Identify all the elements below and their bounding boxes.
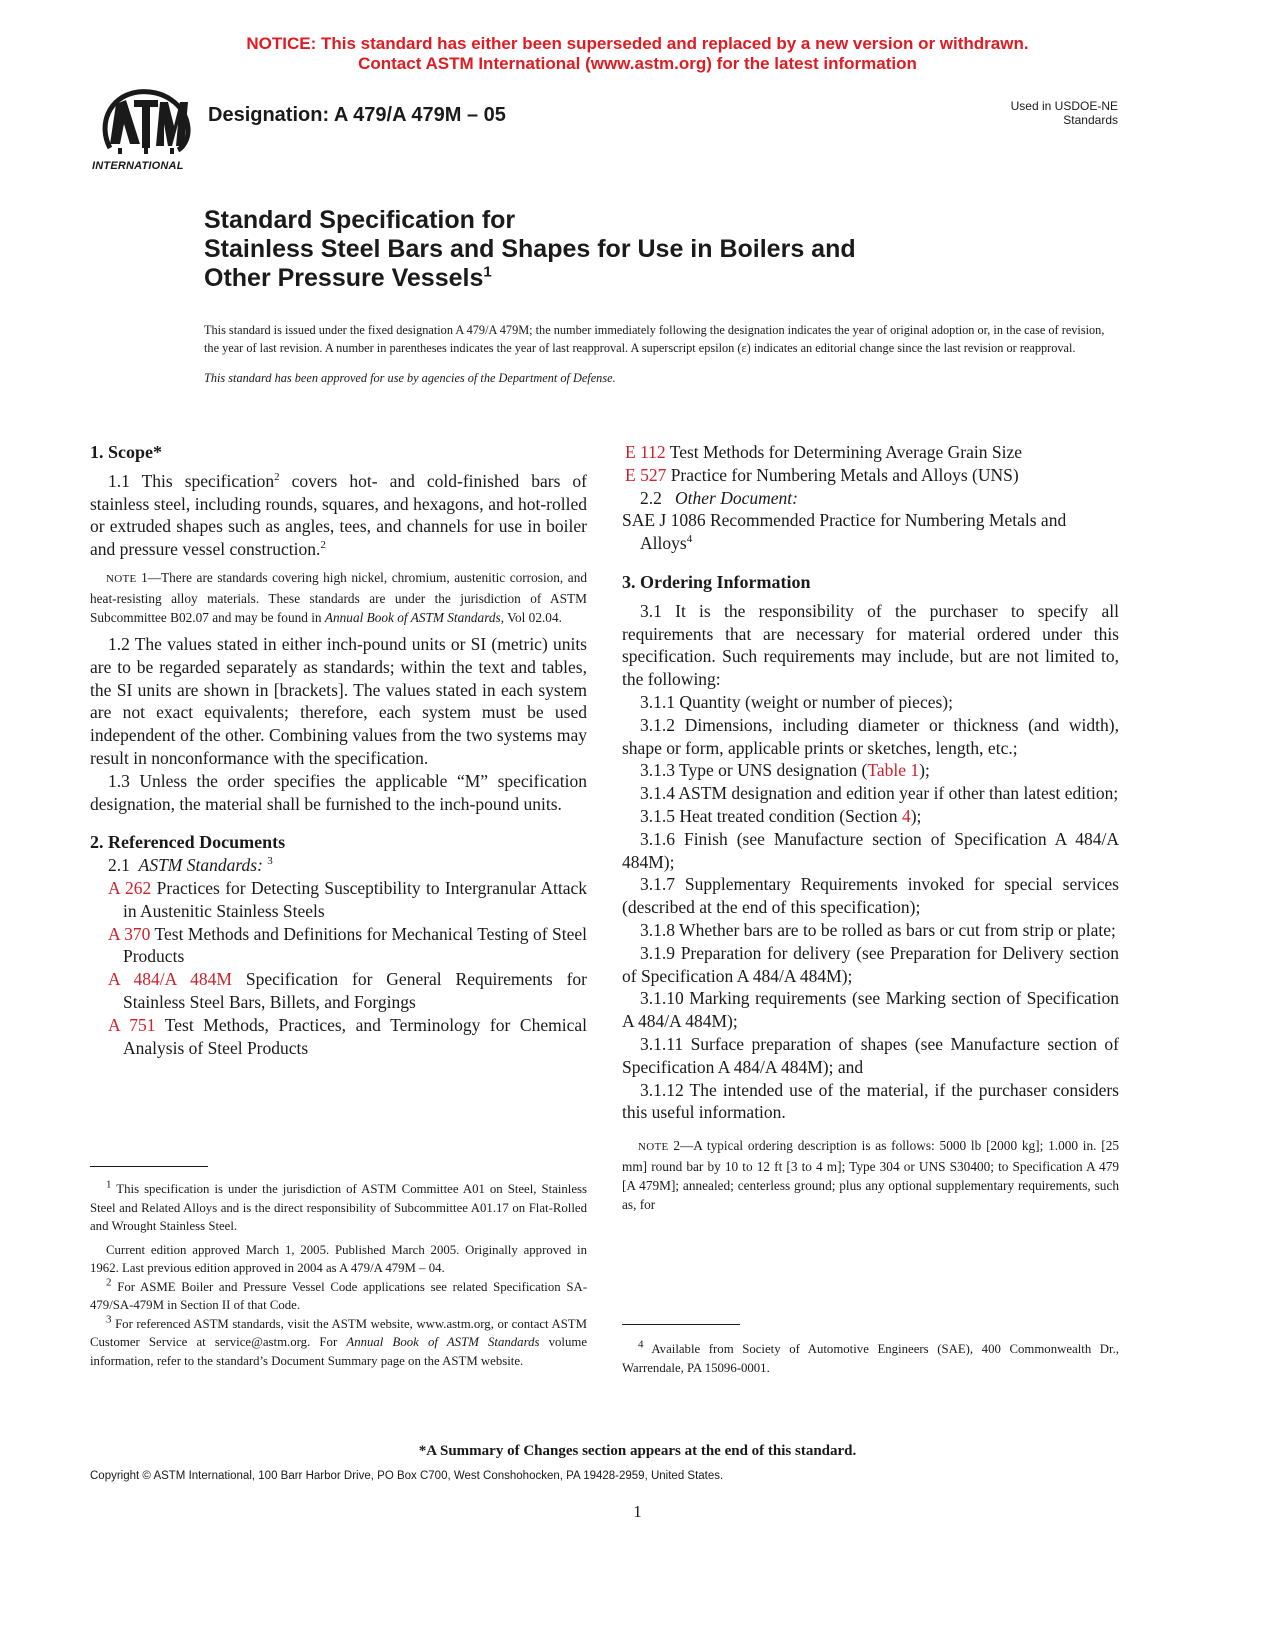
footnote-4-text: Available from Society of Automotive Engineers (SAE), 400 Commonwealth Dr., Warrendale, PA 15096-0001. [622,1342,1119,1375]
note-1-label: NOTE [106,572,137,585]
footnote-3-mark: 3 [106,1313,112,1326]
notice-line-1: NOTICE: This standard has either been superseded and replaced by a new version or withdrawn. [246,34,1029,53]
section-3-heading: 3. Ordering Information [622,571,811,592]
section-2-heading: 2. Referenced Documents [90,832,286,853]
item-3-1-6: 3.1.6 Finish (see Manufacture section of Specification A 484/A 484M); [622,828,1119,872]
document-title [204,206,856,293]
item-3-1-10: 3.1.10 Marking requirements (see Marking section of Specification A 484/A 484M); [622,988,1119,1032]
ref-item-a751 [90,1014,587,1060]
ref-code-a484[interactable]: A 484/A 484M [108,969,232,990]
section-1-3: 1.3 Unless the order specifies the applicable “M” specification designation, the material shall be furnished to the inch-pound units. [90,770,587,814]
ref-code-a262[interactable]: A 262 [108,877,152,898]
notice-line-2: Contact ASTM International (www.astm.org) for the latest information [358,54,917,73]
left-footnotes [90,1180,587,1370]
note-1-italic: Annual Book of ASTM Standards [324,609,501,625]
ref-code-a751[interactable]: A 751 [108,1014,156,1035]
footnote-rule-right [622,1324,740,1325]
item-3-1-1: 3.1.1 Quantity (weight or number of pieces); [640,691,953,712]
title-line-2: Stainless Steel Bars and Shapes for Use in Boilers and [204,235,856,263]
footnote-3-text-b: volume information, refer to the standard’s Document Summary page on the ASTM website. [90,1335,588,1368]
section-2-2 [622,487,1119,510]
section-1-2: 1.2 The values stated in either inch-pound units or SI (metric) units are to be regarded separately as standards; within the text and tables, the SI units are shown in [brackets]. The values stated in each system are not exact equivalents; therefore, each system must be used independent of the other. Combining values from the two systems may result in nonconformance with the specification. [90,633,587,768]
footnote-mark-3: 3 [267,855,273,868]
item-3-1-8: 3.1.8 Whether bars are to be rolled as bars or cut from strip or plate; [640,919,1116,940]
footnote-mark-4: 4 [686,533,693,546]
item-3-1-5-text-a: 3.1.5 Heat treated condition (Section [640,805,902,826]
footnote-rule-left [90,1166,208,1167]
title-line-1: Standard Specification for [204,206,516,234]
section-1-heading: 1. Scope* [90,442,162,462]
section-3-1: 3.1 It is the responsibility of the purchaser to specify all requirements that are necessary for material ordered under this specification. Such requirements may include, but are not limited to, the following: [622,600,1119,690]
footnote-3-italic: Annual Book of ASTM Standards [346,1335,540,1349]
footnote-mark-2: 2 [274,470,280,483]
item-3-1-3 [622,759,1119,782]
footnote-2 [90,1278,587,1315]
designation: Designation: A 479/A 479M – 05 [208,104,506,126]
item-3-1-5-text-b: ); [910,805,922,826]
ref-code-e527[interactable]: E 527 [625,464,667,485]
section-2-1-label: ASTM Standards: [138,855,263,876]
ref-text-e112: Test Methods for Determining Average Grain Size [669,442,1022,462]
approval-statement: This standard has been approved for use by agencies of the Department of Defense. [204,371,616,385]
ref-code-a370[interactable]: A 370 [108,923,151,944]
footnote-3 [90,1315,587,1371]
footnote-2-mark: 2 [106,1276,112,1289]
ref-text-a484: Specification for General Requirements for Stainless Steel Bars, Billets, and Forgings [123,969,587,1012]
title-line-3 [204,264,856,293]
item-3-1-2: 3.1.2 Dimensions, including diameter or thickness (and width), shape or form, applicable prints or sketches, length, etc.; [622,714,1119,758]
right-footnotes [622,1340,1119,1377]
ref-item-a484 [90,968,587,1014]
footnote-2-text: For ASME Boiler and Pressure Vessel Code applications see related Specification SA-479/SA-479M in Section II of that Code. [90,1279,587,1312]
copyright-line: Copyright © ASTM International, 100 Barr Harbor Drive, PO Box C700, West Conshohocken, PA 19428-2959, United States. [90,1470,724,1482]
left-column [90,441,587,1059]
astm-logo [90,86,198,178]
title-footnote-mark: 1 [483,263,492,281]
footnote-3-text-a: For referenced ASTM standards, visit the ASTM website, www.astm.org, or contact ASTM Customer Service at service@astm.org. For [90,1316,588,1349]
ref-text-a262: Practices for Detecting Susceptibility to Intergranular Attack in Austenitic Stainless Steels [123,877,587,921]
item-3-1-7: 3.1.7 Supplementary Requirements invoked for special services (described at the end of this specification); [622,874,1119,918]
used-in-note: Used in USDOE-NE Standards [1010,99,1118,127]
item-3-1-11: 3.1.11 Surface preparation of shapes (see Manufacture section of Specification A 484/A 484M); and [622,1033,1119,1077]
footnote-4-mark: 4 [638,1338,644,1351]
item-3-1-3-text-b: ); [919,760,930,781]
section-4-link[interactable]: 4 [901,805,911,826]
section-1-1-text-b: covers hot- and cold-finished bars of stainless steel, including rounds, squares, and hexagons, and hot-rolled or extruded shapes such as angles, tees, and channels for use in boiler and pressure vessel construction. [90,470,588,560]
ref-item-a262 [90,877,587,923]
note-2 [622,1136,1119,1214]
page-number: 1 [633,1502,642,1521]
note-2-label: NOTE [638,1141,669,1154]
ref-text-a751: Test Methods, Practices, and Terminology for Chemical Analysis of Steel Products [123,1014,587,1058]
ref-item-sae [622,509,1119,555]
section-1-1-text-a: 1.1 This specification [108,470,275,491]
footnote-mark-2b: 2 [320,539,326,552]
note-2-text: 2—A typical ordering description is as follows: 5000 lb [2000 kg]; 1.000 in. [25 mm] round bar by 10 to 12 ft [3 to 4 m]; Type 304 or UNS S30400; to Specification A 479 [A 479M]; annealed; centerless ground; plus any optional supplementary requirements, such as, for [622,1138,1119,1213]
section-2-2-num: 2.2 [640,487,662,508]
logo-text: INTERNATIONAL [92,160,184,172]
footnote-1-edition: Current edition approved March 1, 2005. Published March 2005. Originally approved in 1962. Last previous edition approved in 2004 as A 479/A 479M – 04. [90,1242,587,1275]
footnote-1-text: This specification is under the jurisdiction of ASTM Committee A01 on Steel, Stainless Steel and Related Alloys and is the direct responsibility of Subcommittee A01.17 on Flat-Rolled and Wrought Stainless Steel. [90,1182,587,1233]
section-2-2-label: Other Document: [675,487,798,508]
notice-banner [0,34,1275,74]
item-3-1-5 [622,805,1119,828]
footnote-1 [90,1180,587,1236]
section-2-1 [90,854,587,877]
ref-item-e527 [622,464,1119,487]
note-1 [90,568,587,627]
ref-text-e527: Practice for Numbering Metals and Alloys (UNS) [670,464,1019,485]
footnote-1-mark: 1 [106,1178,112,1191]
title-line-3-text: Other Pressure Vessels [204,264,484,292]
ref-text-sae: SAE J 1086 Recommended Practice for Numbering Metals and Alloys [622,510,1067,554]
ref-code-e112[interactable]: E 112 [625,442,666,462]
item-3-1-12: 3.1.12 The intended use of the material, if the purchaser considers this useful information. [622,1079,1119,1123]
issue-statement: This standard is issued under the fixed designation A 479/A 479M; the number immediately following the designation indicates the year of original adoption or, in the case of revision, the year of last revision. A number in parentheses indicates the year of last reapproval. A superscript epsilon (ε) indicates an editorial change since the last revision or reapproval. [204,323,1105,355]
section-1-1 [90,470,587,561]
issue-statement-block [204,321,1116,387]
ref-text-a370: Test Methods and Definitions for Mechanical Testing of Steel Products [123,923,587,967]
item-3-1-3-text-a: 3.1.3 Type or UNS designation ( [640,760,868,781]
footnote-4 [622,1340,1119,1377]
table-1-link[interactable]: Table 1 [867,760,920,781]
item-3-1-4: 3.1.4 ASTM designation and edition year if other than latest edition; [640,783,1119,804]
ref-item-a370 [90,923,587,969]
item-3-1-9: 3.1.9 Preparation for delivery (see Preparation for Delivery section of Specification A 484/A 484M); [622,942,1119,986]
right-column [622,441,1119,1220]
summary-of-changes-note: *A Summary of Changes section appears at the end of this standard. [418,1443,857,1459]
ref-item-e112 [622,441,1119,464]
note-1-text-b: , Vol 02.04. [500,609,562,625]
note-1-text-a: 1—There are standards covering high nickel, chromium, austenitic corrosion, and heat-resisting alloy materials. These standards are under the jurisdiction of ASTM Subcommittee B02.07 and may be found in [90,569,587,625]
section-2-1-num: 2.1 [108,855,130,876]
